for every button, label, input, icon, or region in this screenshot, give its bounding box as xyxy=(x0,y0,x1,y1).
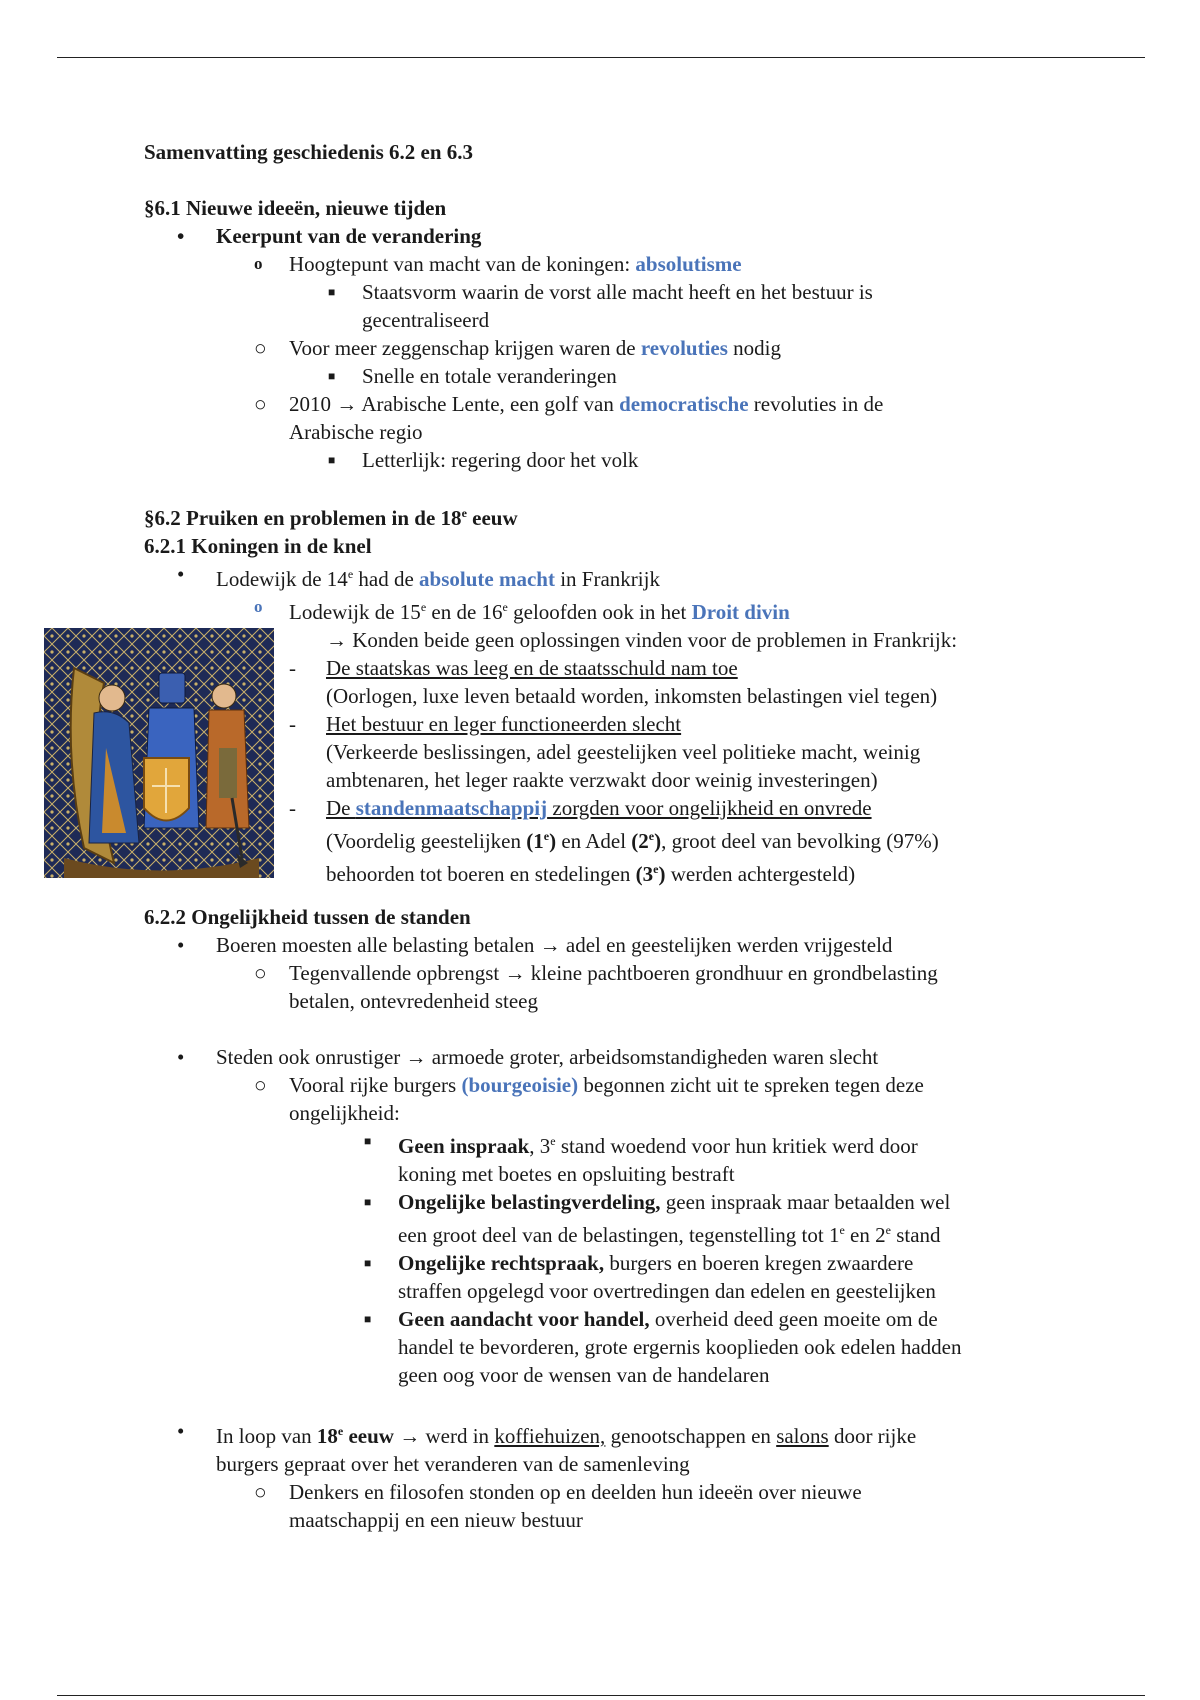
list-item-continuation: burgers gepraat over het veranderen van de samenleving xyxy=(216,1452,690,1476)
list-item: • Boeren moesten alle belasting betalen → adel en geestelijken werden vrijgesteld xyxy=(144,931,1144,959)
bullet-icon xyxy=(177,1043,184,1071)
list-item-continuation: straffen opgelegd voor overtredingen dan edelen en geestelijken xyxy=(398,1279,936,1303)
list-item-continuation: een groot deel van de belastingen, tegenstelling tot 1e en 2e stand xyxy=(398,1223,941,1247)
square-bullet-icon: ■ xyxy=(364,1134,372,1148)
section-heading-6-1: §6.1 Nieuwe ideeën, nieuwe tijden xyxy=(144,196,447,220)
bottom-rule xyxy=(57,1695,1145,1696)
list-item: o Hoogtepunt van macht van de koningen: absolutisme xyxy=(254,252,742,276)
list-item: o Lodewijk de 15e en de 16e geloofden ook in het Droit divin xyxy=(144,593,1144,626)
list-item: ■ Ongelijke rechtspraak, burgers en boeren kregen zwaardere xyxy=(364,1251,914,1275)
circle-bullet-icon: o xyxy=(254,254,263,273)
list-item-continuation: (Oorlogen, luxe leven betaald worden, inkomsten belastingen viel tegen) xyxy=(326,684,938,708)
document-body xyxy=(144,138,1144,1534)
square-bullet-icon: ■ xyxy=(364,1312,372,1326)
subsection-heading-6-2-1: 6.2.1 Koningen in de knel xyxy=(144,534,372,558)
list-item: ■ Ongelijke belastingverdeling, geen inspraak maar betaalden wel xyxy=(364,1190,951,1214)
keyword: (bourgeoisie) xyxy=(461,1073,579,1097)
list-item: ■ Snelle en totale veranderingen xyxy=(328,364,617,388)
keyword: democratische xyxy=(619,392,749,416)
list-item: • Steden ook onrustiger → armoede groter, arbeidsomstandigheden waren slecht xyxy=(144,1043,1144,1071)
list-item: ■ Geen aandacht voor handel, overheid deed geen moeite om de xyxy=(364,1307,938,1331)
list-item-continuation: geen oog voor de wensen van de handelaren xyxy=(398,1363,770,1387)
list-item-continuation: (Verkeerde beslissingen, adel geestelijken veel politieke macht, weinig xyxy=(326,740,921,764)
dash-bullet-icon: - xyxy=(289,796,296,820)
circle-bullet-icon: ○ xyxy=(254,1480,267,1504)
list-item: • Keerpunt van de verandering xyxy=(144,222,1144,250)
document-title: Samenvatting geschiedenis 6.2 en 6.3 xyxy=(144,140,474,164)
list-item-continuation: gecentraliseerd xyxy=(362,308,490,332)
keyword: standenmaatschappij xyxy=(355,796,548,820)
keyword: revoluties xyxy=(640,336,728,360)
arrow-line: → Konden beide geen oplossingen vinden voor de problemen in Frankrijk: xyxy=(326,628,958,652)
list-item: • Lodewijk de 14e had de absolute macht in Frankrijk xyxy=(144,560,1144,593)
circle-bullet-icon: ○ xyxy=(254,336,267,360)
top-rule xyxy=(57,57,1145,58)
dash-bullet-icon: - xyxy=(289,656,296,680)
square-bullet-icon: ■ xyxy=(328,369,336,383)
list-item-continuation: betalen, ontevredenheid steeg xyxy=(289,989,538,1013)
square-bullet-icon: ■ xyxy=(328,285,336,299)
list-item-continuation: koning met boetes en opsluiting bestraft xyxy=(398,1162,735,1186)
list-item: ○ 2010 → Arabische Lente, een golf van democratische revoluties in de xyxy=(254,392,884,416)
list-item: - Het bestuur en leger functioneerden slecht xyxy=(289,712,682,736)
square-bullet-icon: ■ xyxy=(364,1256,372,1270)
list-item: ○ Vooral rijke burgers (bourgeoisie) begonnen zicht uit te spreken tegen deze xyxy=(254,1073,924,1097)
square-bullet-icon: ■ xyxy=(328,453,336,467)
list-item: - De staatskas was leeg en de staatsschuld nam toe xyxy=(289,656,738,680)
circle-bullet-icon: ○ xyxy=(254,1073,267,1097)
bullet-icon xyxy=(177,1417,184,1445)
list-item: - De standenmaatschappij zorgden voor ongelijkheid en onvrede xyxy=(289,796,872,820)
circle-bullet-icon: ○ xyxy=(254,961,267,985)
list-item-continuation: handel te bevorderen, grote ergernis kooplieden ook edelen hadden xyxy=(398,1335,962,1359)
square-bullet-icon: ■ xyxy=(364,1195,372,1209)
keyword: Droit divin xyxy=(691,600,790,624)
bullet-icon xyxy=(177,222,184,250)
bullet-icon xyxy=(177,560,184,588)
circle-bullet-icon: o xyxy=(254,597,263,616)
subsection-heading-6-2-2: 6.2.2 Ongelijkheid tussen de standen xyxy=(144,905,471,929)
illustrated-block xyxy=(144,626,1144,886)
list-item: ■ Staatsvorm waarin de vorst alle macht heeft en het bestuur is xyxy=(328,280,873,304)
list-item: ○ Tegenvallende opbrengst → kleine pachtboeren grondhuur en grondbelasting xyxy=(254,961,938,985)
dash-bullet-icon: - xyxy=(289,712,296,736)
list-item: ■ Geen inspraak, 3e stand woedend voor hun kritiek werd door xyxy=(144,1127,1144,1160)
list-item: ○ Denkers en filosofen stonden op en deelden hun ideeën over nieuwe xyxy=(254,1480,862,1504)
section-heading-6-2: §6.2 Pruiken en problemen in de 18e eeuw xyxy=(144,506,518,530)
keyword: absolute macht xyxy=(419,567,555,591)
list-item-continuation: (Voordelig geestelijken (1e) en Adel (2e), groot deel van bevolking (97%) xyxy=(326,829,939,853)
bullet-icon xyxy=(177,931,184,959)
list-item-continuation: maatschappij en een nieuw bestuur xyxy=(289,1508,583,1532)
list-item-continuation: ongelijkheid: xyxy=(289,1101,400,1125)
list-item-continuation: ambtenaren, het leger raakte verzwakt door weinig investeringen) xyxy=(326,768,878,792)
circle-bullet-icon: ○ xyxy=(254,392,267,416)
list-item-continuation: behoorden tot boeren en stedelingen (3e) werden achtergesteld) xyxy=(326,862,856,886)
list-item-continuation: Arabische regio xyxy=(289,420,423,444)
list-item: • In loop van 18e eeuw → werd in koffiehuizen, genootschappen en salons door rijke xyxy=(144,1417,1144,1450)
list-item: ■ Letterlijk: regering door het volk xyxy=(328,448,639,472)
list-item: ○ Voor meer zeggenschap krijgen waren de revoluties nodig xyxy=(254,336,782,360)
keyword: absolutisme xyxy=(635,252,742,276)
